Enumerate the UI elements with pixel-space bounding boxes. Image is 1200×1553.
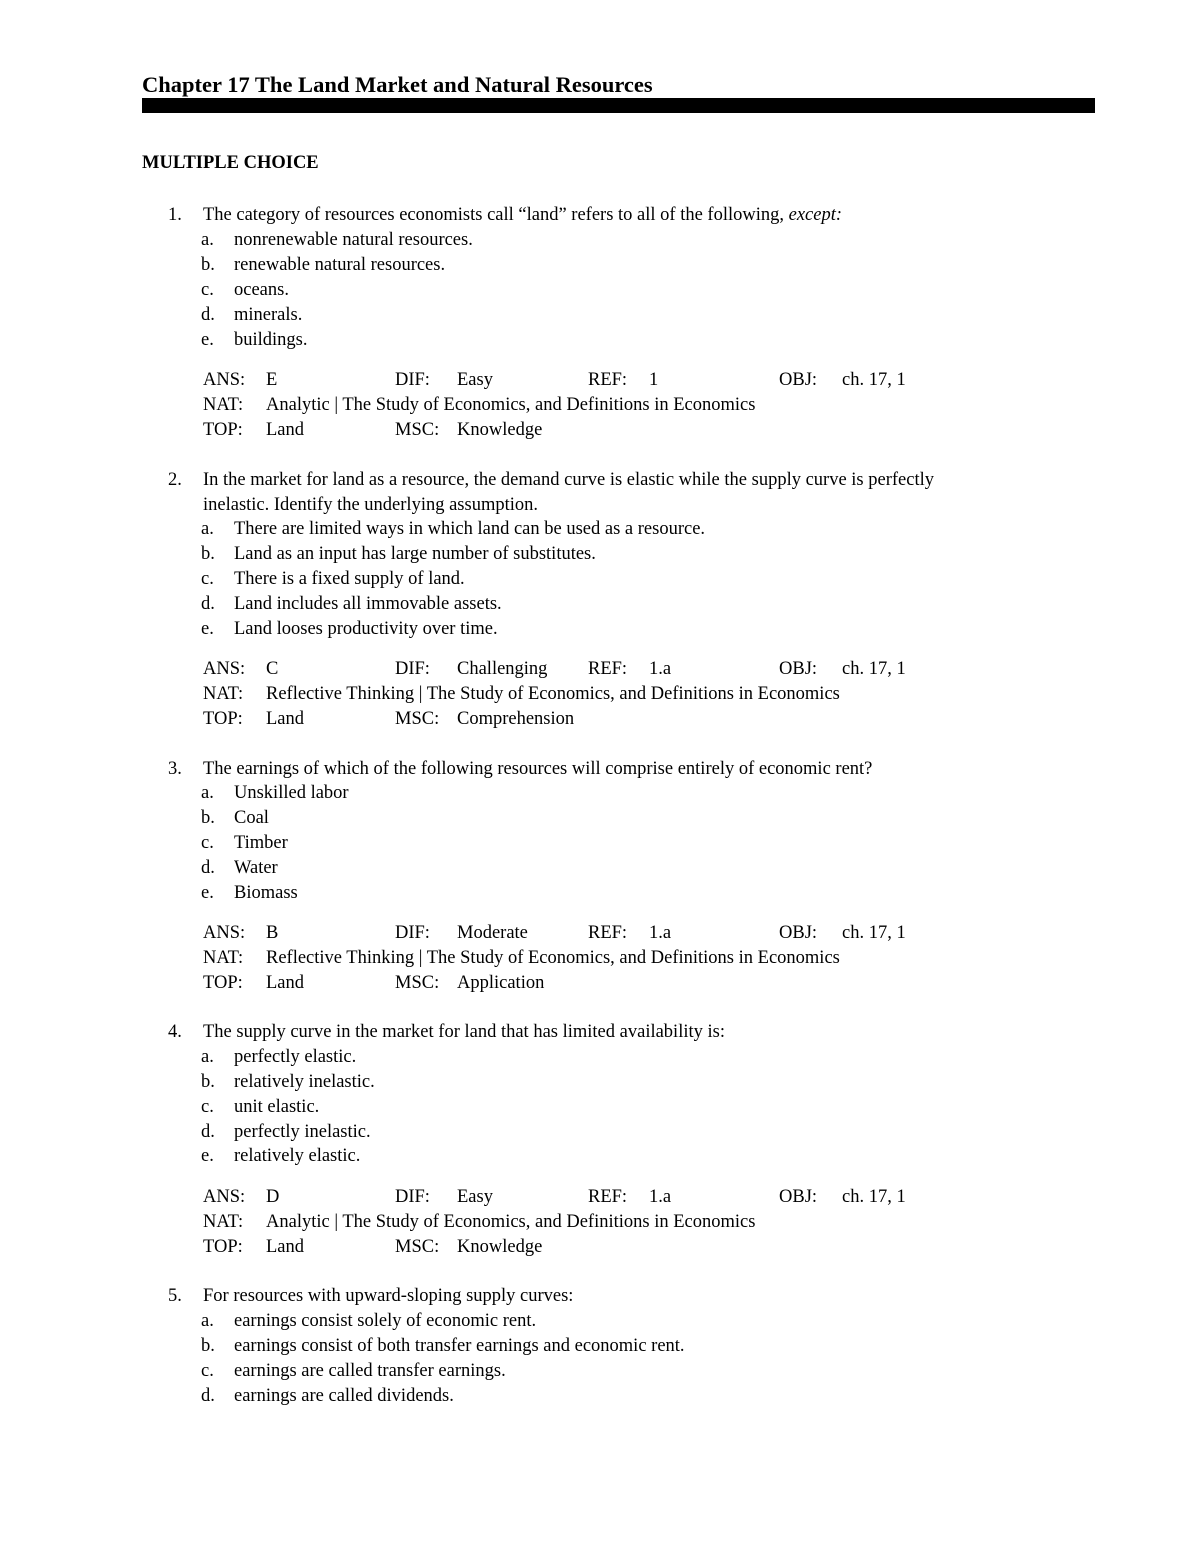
option-text: relatively inelastic. [234, 1072, 375, 1092]
msc-label: MSC: [395, 973, 440, 993]
ref-value: 1 [649, 370, 659, 390]
msc-label: MSC: [395, 709, 440, 729]
obj-value: ch. 17, 1 [842, 370, 906, 390]
top-value: Land [266, 709, 305, 729]
option-letter: b. [201, 255, 215, 275]
option-text: earnings are called transfer earnings. [234, 1361, 506, 1381]
ref-label: REF: [588, 1187, 628, 1207]
ans-value: C [266, 659, 279, 679]
option-text: earnings consist solely of economic rent. [234, 1311, 537, 1331]
msc-label: MSC: [395, 1237, 440, 1257]
ref-value: 1.a [649, 1187, 672, 1207]
option-letter: e. [201, 1146, 214, 1166]
dif-label: DIF: [395, 659, 430, 679]
stem-text: The category of resources economists call “land” refers to all of the following, [203, 205, 789, 225]
option-text: perfectly elastic. [234, 1047, 357, 1067]
ref-label: REF: [588, 370, 628, 390]
ref-value: 1.a [649, 923, 672, 943]
option-letter: d. [201, 1122, 215, 1142]
option-letter: c. [201, 280, 214, 300]
nat-label: NAT: [203, 1212, 244, 1232]
option-letter: c. [201, 1361, 214, 1381]
option-text: perfectly inelastic. [234, 1122, 371, 1142]
option-letter: e. [201, 330, 214, 350]
question-stem: The earnings of which of the following resources will comprise entirely of economic rent? [203, 759, 873, 779]
obj-value: ch. 17, 1 [842, 659, 906, 679]
obj-label: OBJ: [779, 370, 818, 390]
option-text: minerals. [234, 305, 303, 325]
option-letter: a. [201, 519, 214, 539]
ans-label: ANS: [203, 923, 246, 943]
nat-label: NAT: [203, 684, 244, 704]
top-label: TOP: [203, 709, 243, 729]
obj-value: ch. 17, 1 [842, 923, 906, 943]
msc-value: Comprehension [457, 709, 575, 729]
option-letter: b. [201, 544, 215, 564]
dif-value: Easy [457, 370, 493, 390]
option-letter: d. [201, 858, 215, 878]
question-stem: For resources with upward-sloping supply curves: [203, 1286, 574, 1306]
ans-label: ANS: [203, 1187, 246, 1207]
option-text: Land as an input has large number of substitutes. [234, 544, 596, 564]
option-letter: b. [201, 1072, 215, 1092]
option-text: earnings are called dividends. [234, 1386, 454, 1406]
ref-value: 1.a [649, 659, 672, 679]
nat-label: NAT: [203, 395, 244, 415]
obj-value: ch. 17, 1 [842, 1187, 906, 1207]
option-letter: d. [201, 1386, 215, 1406]
option-letter: c. [201, 1097, 214, 1117]
dif-value: Challenging [457, 659, 548, 679]
nat-value: Analytic | The Study of Economics, and Definitions in Economics [266, 395, 756, 415]
option-text: nonrenewable natural resources. [234, 230, 473, 250]
msc-value: Knowledge [457, 420, 543, 440]
option-text: oceans. [234, 280, 289, 300]
question-number: 3. [168, 759, 182, 779]
dif-value: Easy [457, 1187, 493, 1207]
top-label: TOP: [203, 973, 243, 993]
option-text: buildings. [234, 330, 308, 350]
top-label: TOP: [203, 1237, 243, 1257]
title-rule [142, 98, 1095, 113]
option-text: Water [234, 858, 278, 878]
ans-value: E [266, 370, 278, 390]
dif-label: DIF: [395, 370, 430, 390]
option-text: earnings consist of both transfer earnings and economic rent. [234, 1336, 685, 1356]
option-text: relatively elastic. [234, 1146, 361, 1166]
option-letter: a. [201, 1047, 214, 1067]
option-text: renewable natural resources. [234, 255, 446, 275]
option-letter: e. [201, 619, 214, 639]
top-value: Land [266, 973, 305, 993]
ans-label: ANS: [203, 659, 246, 679]
ans-label: ANS: [203, 370, 246, 390]
question-number: 5. [168, 1286, 182, 1306]
question-number: 1. [168, 205, 182, 225]
nat-value: Reflective Thinking | The Study of Economics, and Definitions in Economics [266, 684, 840, 704]
section-heading: MULTIPLE CHOICE [142, 153, 319, 173]
top-label: TOP: [203, 420, 243, 440]
question-number: 4. [168, 1022, 182, 1042]
dif-label: DIF: [395, 923, 430, 943]
nat-label: NAT: [203, 948, 244, 968]
question-stem [203, 204, 842, 226]
option-text: Biomass [234, 883, 298, 903]
option-letter: e. [201, 883, 214, 903]
option-letter: d. [201, 305, 215, 325]
option-text: unit elastic. [234, 1097, 320, 1117]
nat-value: Reflective Thinking | The Study of Economics, and Definitions in Economics [266, 948, 840, 968]
dif-label: DIF: [395, 1187, 430, 1207]
ans-value: D [266, 1187, 280, 1207]
option-text: Timber [234, 833, 288, 853]
stem-emphasis: except: [788, 205, 843, 225]
question-stem: The supply curve in the market for land that has limited availability is: [203, 1022, 725, 1042]
option-letter: c. [201, 569, 214, 589]
msc-label: MSC: [395, 420, 440, 440]
option-text: Land includes all immovable assets. [234, 594, 502, 614]
option-text: Unskilled labor [234, 783, 349, 803]
obj-label: OBJ: [779, 659, 818, 679]
option-text: Land looses productivity over time. [234, 619, 498, 639]
question-stem: In the market for land as a resource, the demand curve is elastic while the supply curve is perfectly [203, 470, 934, 490]
msc-value: Knowledge [457, 1237, 543, 1257]
question-stem-continued: inelastic. Identify the underlying assumption. [203, 495, 538, 515]
option-letter: b. [201, 808, 215, 828]
ans-value: B [266, 923, 279, 943]
option-letter: b. [201, 1336, 215, 1356]
option-letter: d. [201, 594, 215, 614]
chapter-title: Chapter 17 The Land Market and Natural Resources [142, 72, 653, 97]
obj-label: OBJ: [779, 1187, 818, 1207]
option-letter: a. [201, 1311, 214, 1331]
msc-value: Application [457, 973, 545, 993]
ref-label: REF: [588, 659, 628, 679]
option-text: There is a fixed supply of land. [234, 569, 465, 589]
nat-value: Analytic | The Study of Economics, and Definitions in Economics [266, 1212, 756, 1232]
ref-label: REF: [588, 923, 628, 943]
question-number: 2. [168, 470, 182, 490]
top-value: Land [266, 1237, 305, 1257]
option-text: There are limited ways in which land can be used as a resource. [234, 519, 706, 539]
top-value: Land [266, 420, 305, 440]
option-text: Coal [234, 808, 269, 828]
dif-value: Moderate [457, 923, 528, 943]
option-letter: c. [201, 833, 214, 853]
option-letter: a. [201, 230, 214, 250]
option-letter: a. [201, 783, 214, 803]
obj-label: OBJ: [779, 923, 818, 943]
